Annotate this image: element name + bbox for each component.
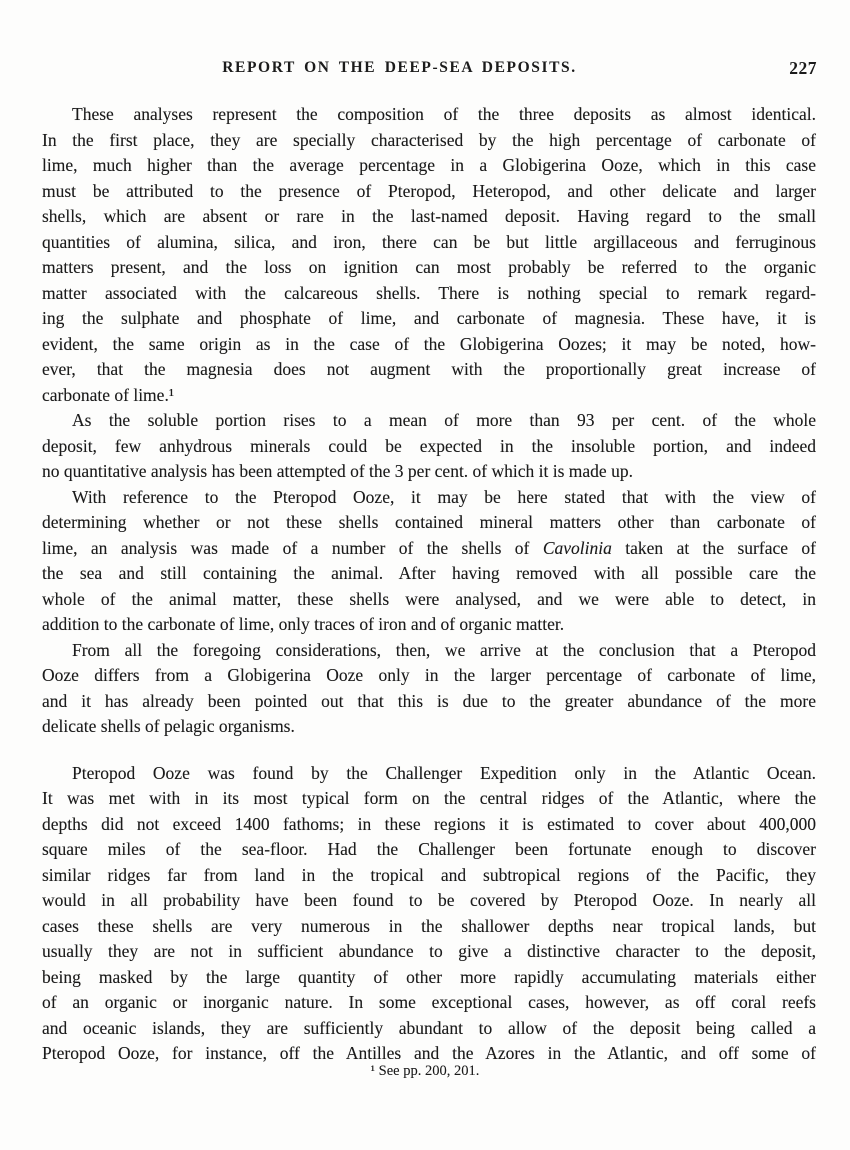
body-text bbox=[42, 102, 816, 1067]
text-line: ing the sulphate and phosphate of lime, and carbonate of magnesia. These have, it is bbox=[42, 308, 816, 328]
paragraph bbox=[42, 408, 816, 485]
text-line: determining whether or not these shells contained mineral matters other than carbonate of bbox=[42, 512, 816, 532]
text-line: Pteropod Ooze was found by the Challenger Expedition only in the Atlantic Ocean. bbox=[72, 762, 816, 783]
text-line: In the first place, they are specially characterised by the high percentage of carbonate of bbox=[42, 129, 816, 150]
text-line: the sea and still containing the animal. After having removed with all possible care the bbox=[42, 563, 816, 583]
text-line: Ooze differs from a Globigerina Ooze only in the larger percentage of carbonate of lime, bbox=[42, 665, 816, 685]
text-line: depths did not exceed 1400 fathoms; in these regions it is estimated to cover about 400,000 bbox=[42, 813, 816, 834]
text-line: deposit, few anhydrous minerals could be expected in the insoluble portion, and indeed bbox=[42, 435, 816, 456]
text-line: addition to the carbonate of lime, only traces of iron and of organic matter. bbox=[42, 614, 565, 634]
paragraph bbox=[42, 485, 816, 638]
text-line: and it has already been pointed out that this is due to the greater abundance of the more bbox=[42, 690, 816, 711]
text-line: cases these shells are very numerous in the shallower depths near tropical lands, but bbox=[42, 915, 816, 936]
running-header bbox=[42, 59, 817, 81]
text-line: With reference to the Pteropod Ooze, it may be here stated that with the view of bbox=[72, 486, 816, 507]
text-line: square miles of the sea-floor. Had the Challenger been fortunate enough to discover bbox=[42, 839, 816, 859]
text-line: Pteropod Ooze, for instance, off the Antilles and the Azores in the Atlantic, and off some of bbox=[42, 1043, 816, 1063]
text-line: carbonate of lime.¹ bbox=[42, 384, 175, 405]
text-line: would in all probability have been found to be covered by Pteropod Ooze. In nearly all bbox=[42, 890, 816, 910]
paragraph bbox=[42, 761, 816, 1067]
text-line: From all the foregoing considerations, then, we arrive at the conclusion that a Pteropod bbox=[72, 639, 816, 660]
text-line: It was met with in its most typical form on the central ridges of the Atlantic, where the bbox=[42, 788, 816, 808]
text-line: lime, much higher than the average percentage in a Globigerina Ooze, which in this case bbox=[42, 155, 816, 175]
text-line: of an organic or inorganic nature. In some exceptional cases, however, as off coral reefs bbox=[42, 992, 816, 1012]
text-line: usually they are not in sufficient abundance to give a distinctive character to the deposit, bbox=[42, 941, 816, 961]
text-line: quantities of alumina, silica, and iron, there can be but little argillaceous and ferruginous bbox=[42, 231, 816, 252]
text-line: lime, an analysis was made of a number of the shells of Cavolinia taken at the surface of bbox=[42, 537, 816, 558]
page-number: 227 bbox=[789, 58, 817, 78]
text-line: must be attributed to the presence of Pteropod, Heteropod, and other delicate and larger bbox=[42, 180, 816, 201]
paragraph bbox=[42, 638, 816, 740]
text-line: ever, that the magnesia does not augment with the proportionally great increase of bbox=[42, 359, 816, 379]
page-title: REPORT ON THE DEEP-SEA DEPOSITS. bbox=[222, 59, 577, 76]
text-line: matter associated with the calcareous shells. There is nothing special to remark regard- bbox=[42, 282, 816, 303]
text-line: being masked by the large quantity of other more rapidly accumulating materials either bbox=[42, 966, 816, 987]
text-line: and oceanic islands, they are sufficiently abundant to allow of the deposit being called a bbox=[42, 1017, 816, 1038]
text-line: delicate shells of pelagic organisms. bbox=[42, 716, 295, 736]
text-line: As the soluble portion rises to a mean of more than 93 per cent. of the whole bbox=[72, 410, 816, 430]
paragraph bbox=[42, 102, 816, 408]
text-line: evident, the same origin as in the case of the Globigerina Oozes; it may be noted, how- bbox=[42, 333, 816, 354]
text-line: whole of the animal matter, these shells were analysed, and we were able to detect, in bbox=[42, 588, 816, 609]
text-line: These analyses represent the composition of the three deposits as almost identical. bbox=[72, 104, 816, 124]
text-line: matters present, and the loss on ignition can most probably be referred to the organic bbox=[42, 257, 816, 277]
text-line: similar ridges far from land in the tropical and subtropical regions of the Pacific, they bbox=[42, 864, 816, 885]
footnote: ¹ See pp. 200, 201. bbox=[370, 1063, 480, 1079]
text-line: no quantitative analysis has been attempted of the 3 per cent. of which it is made up. bbox=[42, 461, 633, 481]
text-line: shells, which are absent or rare in the last-named deposit. Having regard to the small bbox=[42, 206, 816, 226]
